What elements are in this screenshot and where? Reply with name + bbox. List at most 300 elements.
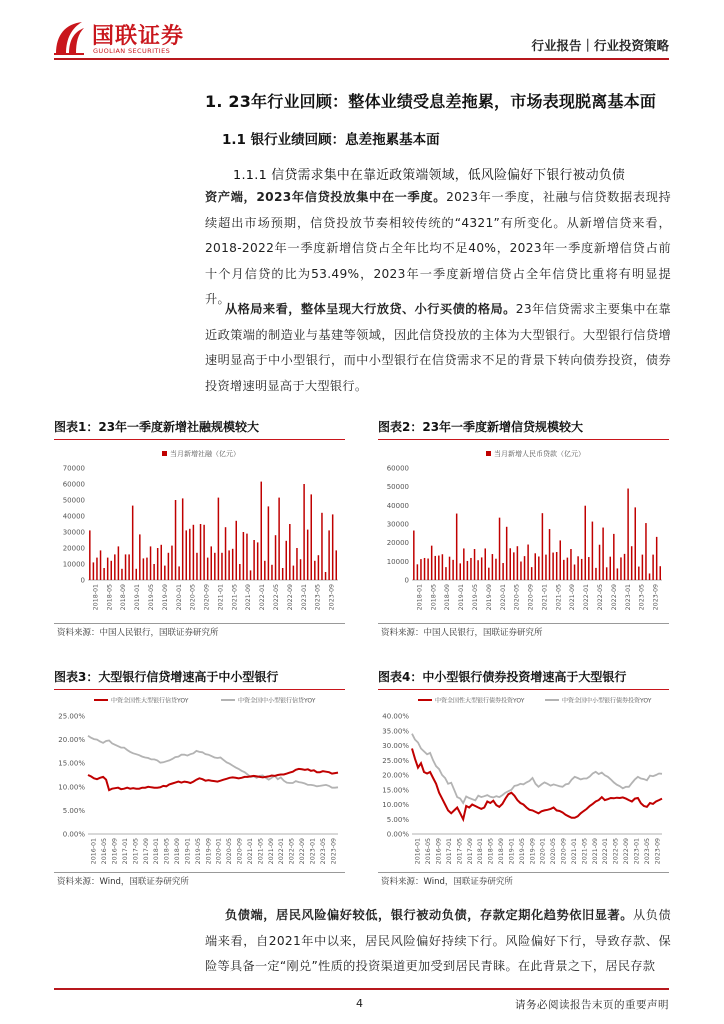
chart-1-ytick-label: 10000 [62, 560, 85, 569]
chart-2-bar [560, 540, 562, 580]
chart-2-bar [549, 529, 551, 580]
chart-2-bar [638, 567, 640, 580]
chart-1-xtick-label: 2021-09 [245, 584, 253, 611]
chart-2-bar [610, 557, 612, 580]
chart-2-bar [602, 528, 604, 580]
chart-2-xtick-label: 2019-09 [485, 584, 493, 611]
chart-1-bar [300, 559, 302, 580]
chart-3-xtick-label: 2018-01 [153, 838, 161, 865]
chart-2-xtick-label: 2018-05 [430, 584, 438, 611]
chart-2-xtick-label: 2020-01 [499, 584, 507, 611]
chart-2-bar [620, 557, 622, 580]
chart-4-ytick-label: 15.00% [382, 786, 409, 795]
chart-1-bar [336, 550, 338, 580]
chart-2-bar [574, 565, 576, 580]
chart-1-bar [121, 569, 123, 580]
chart-2-xtick-label: 2020-09 [527, 584, 535, 611]
chart-4-xtick-label: 2018-09 [498, 838, 506, 865]
chart-1-bar [203, 525, 205, 580]
chart-2-ytick-label: 50000 [386, 483, 409, 492]
chart-2-bar [506, 527, 508, 580]
chart-2-xtick-label: 2022-09 [610, 584, 618, 611]
paragraph-liability-side [205, 903, 671, 981]
footer-disclaimer: 请务必阅读报告末页的重要声明 [515, 999, 669, 1011]
chart-1-bar [282, 568, 284, 580]
chart-1-xtick-label: 2019-05 [148, 584, 155, 611]
chart-3-xtick-label: 2022-09 [299, 838, 307, 865]
chart-1-bar [307, 530, 309, 580]
chart-1-bar [286, 541, 288, 580]
chart-2-bar [649, 573, 651, 580]
chart-2-bar [617, 568, 619, 580]
chart-2-bar [452, 560, 454, 580]
chart-1-bar [107, 558, 109, 580]
chart-2-xtick-label: 2019-05 [472, 584, 479, 611]
chart-3-xtick-label: 2023-01 [309, 838, 317, 865]
chart-2-bar [417, 564, 419, 580]
chart-3-xtick-label: 2017-05 [132, 838, 140, 865]
chart-1-xtick-label: 2020-09 [203, 584, 211, 611]
chart-1-xtick-label: 2021-01 [217, 584, 225, 611]
brand-logo [52, 18, 192, 58]
chart-2-bar [592, 522, 594, 580]
chart-1-bar [168, 553, 170, 580]
chart-2-ytick-label: 40000 [386, 501, 409, 510]
chart-2-bar [656, 537, 658, 580]
chart-4-xtick-label: 2022-01 [602, 838, 610, 865]
paragraph-pattern-body: 23年信贷需求主要集中在靠近政策端的制造业与基建等领域，因此信贷投放的主体为大型银行。大型银行信贷增速明显高于中小型银行，而中小型银行在信贷需求不足的背景下转向债券投资，债券投资增速明显高于大型银行。 [205, 302, 671, 393]
chart-3-xtick-label: 2019-09 [205, 838, 213, 865]
chart-4-xtick-label: 2018-01 [477, 838, 485, 865]
chart-3-xtick-label: 2021-05 [257, 838, 265, 865]
chart-4-xtick-label: 2020-09 [560, 838, 568, 865]
chart-1-bar [293, 566, 295, 580]
chart-2-xtick-label: 2022-01 [583, 584, 591, 611]
paragraph-asset-side-lead: 资产端，2023年信贷投放集中在一季度。 [205, 190, 447, 204]
chart-2-bar [660, 566, 662, 580]
chart-4-xtick-label: 2020-01 [539, 838, 547, 865]
report-type-label: 行业报告｜行业投资策略 [531, 38, 669, 53]
chart-4-xtick-label: 2021-05 [581, 838, 589, 865]
chart-2-bar [424, 558, 426, 580]
chart-3-xtick-label: 2023-09 [330, 838, 338, 865]
chart-2-bar [567, 558, 569, 580]
chart-1-xtick-label: 2022-01 [259, 584, 267, 611]
chart-1-bar [328, 530, 330, 580]
chart-3-xtick-label: 2023-05 [319, 838, 327, 865]
chart-1-bar [143, 558, 145, 580]
chart-3-xtick-label: 2019-05 [194, 838, 202, 865]
chart-1-bar [278, 498, 280, 580]
chart-1-ytick-label: 60000 [62, 480, 85, 489]
chart-4-xtick-label: 2019-05 [518, 838, 526, 865]
chart-1-bar [196, 553, 198, 580]
chart-2-bar [431, 546, 433, 580]
chart-1-legend-label: 当月新增社融（亿元） [170, 450, 240, 458]
figure-2-title: 图表2：23年一季度新增信贷规模较大 [378, 420, 584, 434]
chart-1-bar [311, 494, 313, 580]
chart-2-bar [420, 559, 422, 580]
chart-1-bar [193, 525, 195, 580]
chart-4-xtick-label: 2019-09 [529, 838, 537, 865]
chart-4-ytick-label: 30.00% [382, 742, 409, 750]
chart-2-bar [531, 567, 533, 580]
chart-4-ytick-label: 25.00% [382, 756, 409, 765]
chart-2-bar [535, 553, 537, 580]
chart-1-bar [275, 535, 277, 580]
chart-2-bar [524, 556, 526, 580]
chart-3-xtick-label: 2021-01 [246, 838, 254, 865]
chart-3-ytick-label: 25.00% [58, 712, 85, 721]
chart-2-bar [652, 555, 654, 580]
chart-2-xtick-label: 2021-01 [541, 584, 549, 611]
chart-2-bar [588, 557, 590, 580]
chart-1-bar [257, 542, 259, 580]
chart-1-bar [253, 540, 255, 580]
chart-1-bar [303, 484, 305, 580]
chart-1-xtick-label: 2019-09 [161, 584, 169, 611]
chart-1-ytick-label: 20000 [62, 544, 85, 553]
chart-2-legend-swatch [486, 451, 491, 456]
chart-1-bar [218, 498, 220, 580]
chart-1-bar [128, 554, 130, 580]
chart-1-bar [207, 558, 209, 580]
chart-2-bar [470, 558, 472, 580]
chart-1-bar [211, 546, 213, 580]
chart-1-bar [271, 565, 273, 580]
paragraph-pattern [205, 297, 671, 399]
chart-2-bar [445, 567, 447, 580]
chart-3-xtick-label: 2021-09 [267, 838, 275, 865]
chart-1-xtick-label: 2023-05 [314, 584, 322, 611]
chart-1-bar [125, 554, 127, 580]
chart-1-ytick-label: 70000 [62, 464, 85, 473]
chart-2-bar [510, 548, 512, 580]
chart-1-xtick-label: 2019-01 [134, 584, 142, 611]
chart-2-bar [499, 518, 501, 580]
chart-3-xtick-label: 2019-01 [184, 838, 192, 865]
chart-2-bar [488, 568, 490, 580]
chart-2-xtick-label: 2022-05 [597, 584, 604, 611]
chart-4-xtick-label: 2023-01 [633, 838, 641, 865]
chart-2-bar [495, 559, 497, 580]
chart-2-bar [635, 507, 637, 580]
brand-name-cn: 国联证券 [92, 24, 185, 49]
chart-1-bar [250, 570, 252, 580]
chart-1-bar [175, 500, 177, 580]
paragraph-asset-side-body: 2023年一季度，社融与信贷数据表现持续超出市场预期，信贷投放节奏相较传统的“4321”有所变化。从新增信贷来看，2018-2022年一季度新增信贷占全年比均不足40%，2023年一季度新增信贷占前十个月信贷的比为53.49%，2023年一季度新增信贷占全年信贷比重将有明显提升。 [205, 190, 672, 306]
chart-1-bar [132, 506, 134, 580]
chart-1-bar [139, 534, 141, 580]
chart-4-ytick-label: 0.00% [386, 830, 409, 839]
chart-4-xtick-label: 2016-05 [425, 838, 433, 865]
figure-4-source-rule [378, 872, 669, 873]
chart-2-xtick-label: 2023-09 [652, 584, 660, 611]
chart-1-bar [118, 546, 120, 580]
paragraph-asset-side [205, 185, 671, 313]
chart-3-xtick-label: 2018-09 [174, 838, 182, 865]
figure-4-title: 图表4：中小型银行债券投资增速高于大型银行 [378, 670, 627, 684]
chart-3-ytick-label: 10.00% [58, 783, 85, 792]
chart-2-bar [595, 568, 597, 580]
chart-1-bar [232, 549, 234, 580]
figure-1-source: 资料来源：中国人民银行，国联证券研究所 [57, 628, 219, 638]
chart-1-bar [318, 555, 320, 580]
chart-1-bar [289, 524, 291, 580]
chart-2-ytick-label: 60000 [386, 464, 409, 473]
chart-1-bar [186, 530, 188, 580]
chart-1-xtick-label: 2020-01 [175, 584, 183, 611]
chart-1-xtick-label: 2023-01 [300, 584, 308, 611]
figure-4-source: 资料来源：Wind，国联证券研究所 [381, 877, 513, 887]
chart-4-bond-yoy-lines [378, 691, 670, 871]
figure-3-title: 图表3：大型银行信贷增速高于中小型银行 [54, 670, 279, 684]
chart-1-bar [164, 566, 166, 580]
chart-4-ytick-label: 10.00% [382, 801, 409, 809]
chart-2-xtick-label: 2019-01 [458, 584, 466, 611]
section-heading-h2: 1.1 银行业绩回顾：息差拖累基本面 [222, 132, 440, 148]
chart-2-bar [517, 546, 519, 580]
chart-2-bar [599, 545, 601, 580]
chart-2-bar [485, 548, 487, 580]
chart-1-bar [189, 529, 191, 580]
section-heading-h1: 1. 23年行业回顾：整体业绩受息差拖累，市场表现脱离基本面 [205, 92, 657, 111]
header-rule [54, 58, 669, 60]
chart-2-bar [642, 555, 644, 580]
chart-2-ytick-label: 20000 [386, 539, 409, 548]
chart-3-ytick-label: 0.00% [62, 830, 85, 839]
chart-4-xtick-label: 2019-01 [508, 838, 516, 865]
chart-1-bar [150, 546, 152, 580]
chart-2-xtick-label: 2021-05 [555, 584, 563, 611]
figure-2-title-rule [378, 439, 669, 440]
chart-4-xtick-label: 2023-05 [643, 838, 651, 865]
footer-rule [54, 988, 669, 990]
chart-2-bar [606, 567, 608, 580]
chart-2-loan-bars [378, 442, 670, 622]
chart-1-bar [114, 554, 116, 580]
chart-2-bar [467, 561, 469, 580]
chart-3-xtick-label: 2016-09 [111, 838, 119, 865]
chart-2-bar [645, 523, 647, 580]
chart-3-xtick-label: 2022-05 [288, 838, 296, 865]
chart-1-bar [200, 524, 202, 580]
figure-1-source-rule [54, 623, 345, 624]
chart-4-xtick-label: 2020-05 [550, 838, 558, 865]
page-number: 4 [356, 997, 363, 1010]
chart-3-xtick-label: 2017-09 [142, 838, 150, 865]
chart-1-xtick-label: 2022-05 [273, 584, 280, 611]
chart-2-bar [538, 556, 540, 580]
chart-1-bar [136, 569, 138, 580]
chart-4-line-small-banks [412, 734, 662, 803]
paragraph-liability-side-lead: 负债端，居民风险偏好较低，银行被动负债，存款定期化趋势依旧显著。 [225, 908, 633, 922]
chart-1-bar [171, 546, 173, 580]
chart-2-bar [481, 557, 483, 580]
chart-1-bar [103, 568, 105, 580]
figure-2-source-rule [378, 623, 669, 624]
chart-1-bar [296, 548, 298, 580]
chart-1-bar [96, 558, 98, 580]
chart-1-bar [214, 553, 216, 580]
paragraph-liability-side-body: 从负债端来看，自2021年中以来，居民风险偏好持续下行。风险偏好下行，导致存款、保险等具备一定“刚兑”性质的投资渠道更加受到居民青睐。在此背景之下，居民存款 [205, 908, 671, 973]
chart-1-bar [236, 521, 238, 580]
chart-1-bar [325, 572, 327, 580]
chart-2-ytick-label: 10000 [386, 557, 409, 566]
chart-2-bar [456, 514, 458, 580]
section-heading-h3: 1.1.1 信贷需求集中在靠近政策端领域，低风险偏好下银行被动负债 [233, 168, 626, 183]
figure-3-source-rule [54, 872, 345, 873]
chart-4-legend-label-0: 中资全国性大型银行债券投资YOY [435, 697, 525, 705]
chart-4-ytick-label: 35.00% [382, 727, 409, 736]
brand-logo-mark [52, 20, 86, 56]
chart-2-bar [585, 506, 587, 580]
chart-2-bar [492, 554, 494, 580]
chart-4-xtick-label: 2023-09 [654, 838, 662, 865]
chart-1-ytick-label: 50000 [62, 496, 85, 505]
chart-2-xtick-label: 2020-05 [513, 584, 521, 611]
chart-3-xtick-label: 2020-05 [226, 838, 234, 865]
figure-3-source: 资料来源：Wind，国联证券研究所 [57, 877, 189, 887]
chart-2-bar [542, 513, 544, 580]
figure-1-title: 图表1：23年一季度新增社融规模较大 [54, 420, 260, 434]
chart-4-legend-label-1: 中资全国中小型银行债券投资YOY [562, 697, 652, 705]
paragraph-pattern-lead: 从格局来看，整体呈现大行放贷、小行买债的格局。 [225, 302, 516, 316]
chart-3-xtick-label: 2020-01 [215, 838, 223, 865]
chart-2-bar [413, 531, 415, 580]
chart-2-bar [627, 489, 629, 580]
chart-3-loan-yoy-lines [54, 691, 346, 871]
chart-3-xtick-label: 2017-01 [121, 838, 129, 865]
chart-4-xtick-label: 2022-05 [612, 838, 620, 865]
chart-1-bar [321, 513, 323, 580]
chart-2-bar [449, 557, 451, 580]
chart-4-xtick-label: 2022-09 [623, 838, 631, 865]
chart-2-bar [570, 549, 572, 580]
chart-1-bar [228, 550, 230, 580]
figure-1-title-rule [54, 439, 345, 440]
chart-1-tsf-bars [54, 442, 346, 622]
chart-3-line-large-banks [88, 769, 338, 790]
chart-2-bar [527, 545, 529, 580]
chart-3-ytick-label: 15.00% [58, 759, 85, 768]
figure-3-title-rule [54, 689, 345, 690]
chart-2-bar [442, 554, 444, 580]
chart-3-legend-label-1: 中资全国中小型银行信贷YOY [238, 697, 316, 705]
chart-1-xtick-label: 2021-05 [231, 584, 239, 611]
figure-2-source: 资料来源：中国人民银行，国联证券研究所 [381, 628, 543, 638]
chart-2-bar [460, 563, 462, 580]
chart-1-xtick-label: 2020-05 [189, 584, 197, 611]
chart-1-bar [161, 545, 163, 580]
chart-1-bar [157, 548, 159, 580]
brand-name-en: GUOLIAN SECURITIES [93, 47, 171, 55]
chart-1-ytick-label: 40000 [62, 512, 85, 521]
chart-3-xtick-label: 2020-09 [236, 838, 244, 865]
chart-1-bar [182, 498, 184, 580]
chart-3-ytick-label: 5.00% [62, 806, 85, 815]
chart-1-xtick-label: 2022-09 [286, 584, 294, 611]
chart-1-bar [146, 558, 148, 580]
chart-3-xtick-label: 2016-01 [90, 838, 98, 865]
chart-3-xtick-label: 2022-01 [278, 838, 286, 865]
chart-1-bar [314, 561, 316, 580]
chart-1-bar [111, 561, 113, 580]
chart-1-bar [246, 534, 248, 580]
chart-1-bar [239, 564, 241, 580]
chart-2-bar [463, 548, 465, 580]
chart-4-xtick-label: 2018-05 [487, 838, 495, 865]
chart-2-xtick-label: 2021-09 [569, 584, 577, 611]
chart-1-xtick-label: 2018-09 [120, 584, 128, 611]
chart-2-bar [577, 556, 579, 580]
chart-2-ytick-label: 0 [404, 576, 409, 585]
chart-3-legend-label-0: 中资全国性大型银行信贷YOY [111, 697, 189, 705]
chart-2-bar [613, 534, 615, 580]
chart-4-xtick-label: 2021-01 [570, 838, 578, 865]
chart-1-bar [153, 564, 155, 580]
chart-1-xtick-label: 2023-09 [328, 584, 336, 611]
chart-2-bar [520, 562, 522, 580]
chart-1-bar [89, 530, 91, 580]
chart-4-xtick-label: 2017-09 [466, 838, 474, 865]
chart-1-bar [221, 553, 223, 580]
chart-1-bar [93, 562, 95, 580]
chart-3-ytick-label: 20.00% [58, 736, 85, 745]
chart-4-xtick-label: 2016-01 [414, 838, 422, 865]
chart-2-bar [513, 552, 515, 580]
figure-4-title-rule [378, 689, 669, 690]
chart-1-ytick-label: 0 [80, 576, 85, 585]
chart-3-xtick-label: 2016-05 [101, 838, 109, 865]
chart-2-bar [438, 556, 440, 580]
chart-2-bar [545, 555, 547, 580]
chart-4-xtick-label: 2021-09 [591, 838, 599, 865]
chart-4-ytick-label: 20.00% [382, 771, 409, 780]
chart-2-legend-label: 当月新增人民币贷款（亿元） [494, 450, 585, 458]
chart-1-ytick-label: 30000 [62, 528, 85, 537]
chart-2-bar [427, 559, 429, 580]
chart-2-xtick-label: 2023-05 [638, 584, 646, 611]
chart-2-bar [581, 559, 583, 580]
chart-1-legend-swatch [162, 451, 167, 456]
chart-1-bar [261, 482, 263, 580]
chart-2-bar [624, 554, 626, 580]
chart-1-bar [178, 566, 180, 580]
chart-1-xtick-label: 2018-01 [92, 584, 100, 611]
chart-4-ytick-label: 40.00% [382, 712, 409, 721]
chart-2-bar [435, 556, 437, 580]
chart-2-xtick-label: 2023-01 [624, 584, 632, 611]
chart-2-bar [552, 553, 554, 580]
chart-1-bar [264, 561, 266, 580]
chart-4-ytick-label: 5.00% [386, 815, 409, 824]
chart-3-xtick-label: 2018-05 [163, 838, 171, 865]
chart-1-bar [243, 532, 245, 580]
chart-2-bar [556, 552, 558, 580]
chart-2-ytick-label: 30000 [386, 520, 409, 529]
chart-2-bar [477, 560, 479, 580]
chart-2-bar [474, 549, 476, 580]
chart-2-bar [563, 560, 565, 580]
chart-4-xtick-label: 2017-05 [456, 838, 464, 865]
chart-2-xtick-label: 2018-09 [444, 584, 452, 611]
chart-4-xtick-label: 2017-01 [445, 838, 453, 865]
chart-1-bar [100, 550, 102, 580]
chart-1-xtick-label: 2018-05 [106, 584, 114, 611]
chart-2-bar [631, 546, 633, 580]
chart-2-xtick-label: 2018-01 [416, 584, 424, 611]
